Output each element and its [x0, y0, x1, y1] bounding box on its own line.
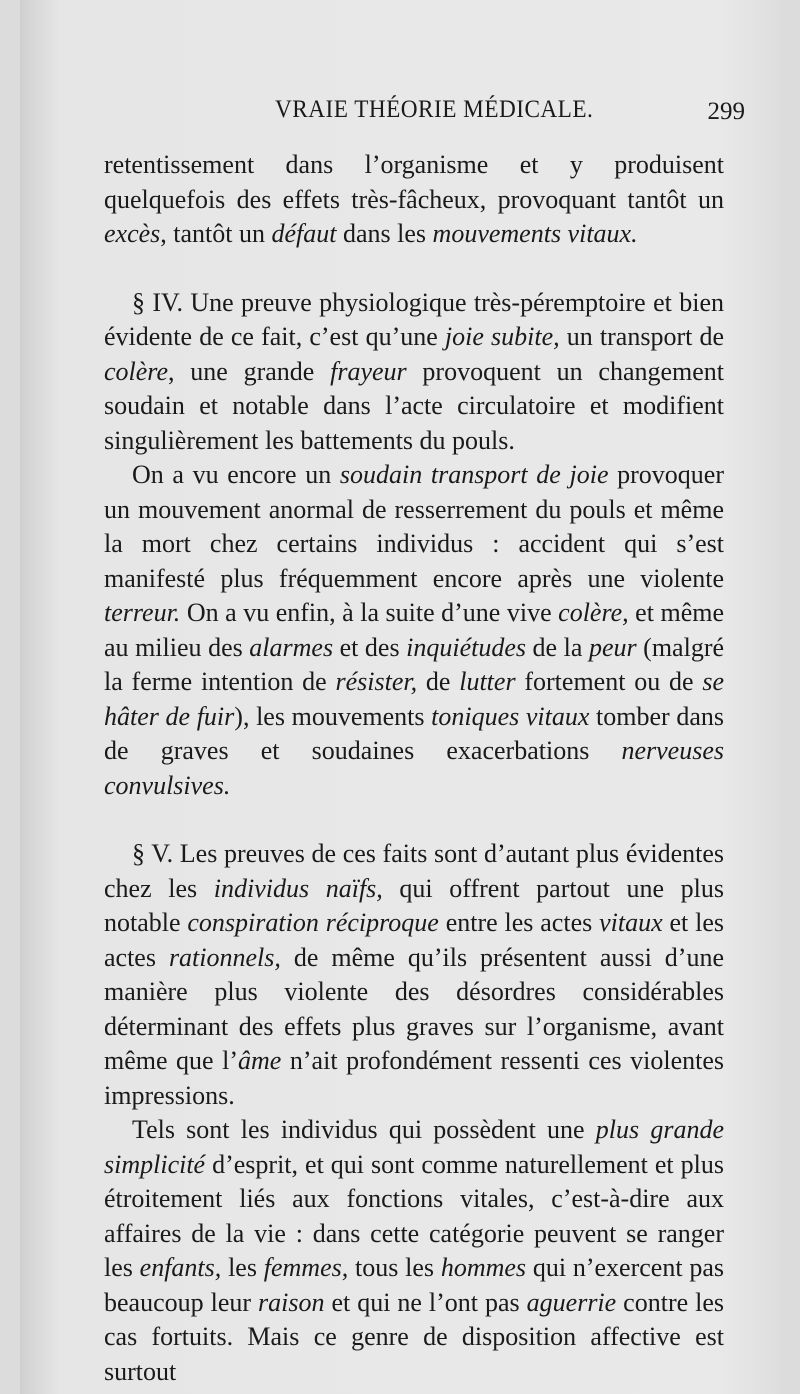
text-run: de [417, 667, 460, 696]
text-run: et qui ne l’ont pas [324, 1287, 527, 1317]
text-run: , une grande [168, 356, 331, 386]
text-run: un transport de [559, 322, 724, 351]
page-number: 299 [707, 98, 745, 125]
text-run: , tantôt un [160, 219, 272, 248]
text-run: tous les [348, 1253, 441, 1282]
italic-run: rationnels, [168, 942, 281, 972]
italic-run: colère, [558, 598, 629, 627]
text-run: fortement ou de [515, 667, 703, 696]
body-text [104, 148, 724, 1389]
italic-run: individus naïfs, [213, 873, 383, 903]
text-run: et même au milieu des [104, 598, 724, 662]
italic-run: toniques vitaux [431, 701, 590, 731]
italic-run: inquiétudes [406, 632, 526, 662]
italic-run: terreur. [104, 598, 181, 627]
text-run: retentissement dans l’organisme et y produisent quelquefois des effets très-fâcheux, provoquant tantôt un [104, 150, 724, 214]
paragraph-5 [104, 1113, 724, 1389]
text-run: dans les [336, 219, 433, 248]
italic-run: joie subite, [444, 322, 560, 351]
text-run: de la [526, 632, 589, 662]
italic-run: nerveuses convulsives. [104, 736, 724, 800]
italic-run: se hâter de fuir [104, 667, 724, 731]
text-run: d’esprit, et qui sont comme naturellement et plus étroitement liés aux fonctions vitales, c’est-à-dire aux affaires de la vie : dans cette catégorie peuvent se ranger les [104, 1149, 724, 1282]
text-run: On a vu enfin, à la suite d’une vive [180, 598, 559, 627]
italic-run: soudain transport de joie [339, 460, 609, 489]
italic-run: colère [104, 356, 168, 386]
text-run: provoquer un mouvement anormal de resserrement du pouls et même la mort chez certains individus : accident qui s’est manifesté plus fréquemment encore après une violente [104, 460, 724, 593]
text-run: Une preuve physiologique très-péremptoire et bien évidente de ce fait, c’est qu’une [104, 287, 724, 351]
text-run: entre les actes [438, 908, 600, 937]
section-mark: § V. [132, 839, 174, 868]
italic-run: mouvements vitaux. [432, 219, 638, 248]
italic-run: peur [588, 632, 637, 662]
italic-run: hommes [440, 1253, 527, 1282]
italic-run: âme [238, 1046, 282, 1075]
paragraph-4 [104, 837, 724, 1113]
italic-run: aguerrie [526, 1287, 617, 1317]
text-run: Les preuves de ces faits sont d’autant plus évidentes chez les [104, 839, 724, 903]
text-run: de même qu’ils présentent aussi d’une manière plus violente des désordres considérables déterminant des effets plus graves sur l’organisme, avant même que l’ [104, 942, 724, 1075]
text-run: Tels sont les individus qui possèdent une [132, 1115, 596, 1144]
text-run: qui offrent partout une plus notable [104, 873, 724, 937]
italic-run: plus grande simplicité [104, 1115, 725, 1179]
italic-run: frayeur [330, 356, 407, 386]
italic-run: conspiration réciproque [187, 908, 439, 937]
italic-run: alarmes [249, 632, 334, 662]
italic-run: enfants, [139, 1253, 222, 1282]
text-run: les [221, 1253, 264, 1282]
italic-run: défaut [271, 219, 337, 248]
text-run: (malgré la ferme intention de [104, 632, 725, 696]
section-mark: § IV. [132, 287, 183, 317]
text-run: provoquent un changement soudain et notable dans l’acte circulatoire et modifient singulièrement les battements du pouls. [104, 356, 725, 455]
text-run: ), les mouvements [234, 701, 432, 731]
italic-run: femmes, [263, 1253, 349, 1282]
italic-run: excès [104, 219, 161, 248]
text-run: qui n’exercent pas beaucoup leur [104, 1253, 724, 1317]
paragraph-1 [104, 148, 724, 252]
italic-run: vitaux [599, 908, 663, 937]
italic-run: raison [258, 1287, 325, 1317]
page-header [275, 96, 745, 136]
text-run: On a vu encore un [132, 460, 340, 489]
text-run: et des [333, 632, 407, 662]
text-run: tomber dans de graves et soudaines exacerbations [104, 701, 724, 765]
italic-run: résister, [335, 667, 418, 696]
paragraph-2 [104, 286, 724, 459]
italic-run: lutter [459, 667, 516, 696]
text-run: et les actes [104, 908, 724, 972]
running-title: VRAIE THÉORIE MÉDICALE. [275, 96, 594, 123]
paragraph-3 [104, 458, 724, 803]
text-run: contre les cas fortuits. Mais ce genre de disposition affective est surtout [104, 1287, 725, 1386]
text-run: n’ait profondément ressenti ces violentes impressions. [104, 1046, 725, 1110]
